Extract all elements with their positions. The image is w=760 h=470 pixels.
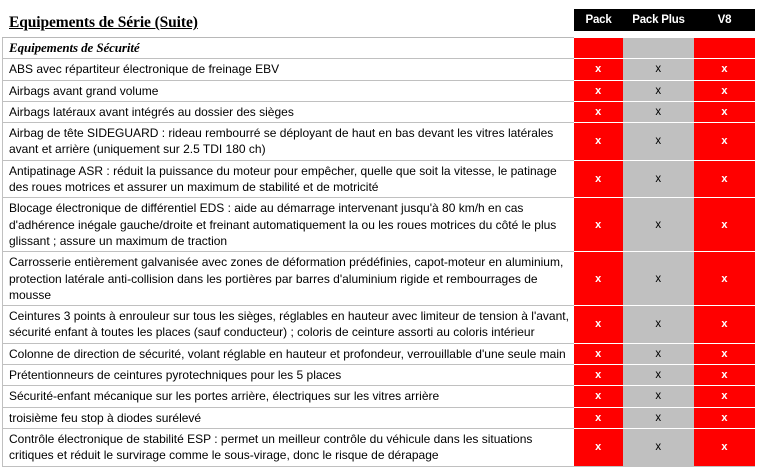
availability-mark: x [655, 441, 662, 454]
availability-cell-pack [574, 252, 623, 306]
availability-mark: x [595, 63, 602, 76]
page-title: Equipements de Série (Suite) [9, 14, 198, 31]
feature-description: Ceintures 3 points à enrouleur sur tous les sièges, réglables en hauteur avec limiteur de tension à l'avant, sécurité enfant à toutes les places (sauf conducteur) ; coloris de ceinture assorti au coloris intérieur [3, 306, 574, 344]
availability-mark: x [595, 84, 602, 97]
availability-mark: x [655, 135, 662, 148]
availability-mark: x [721, 441, 728, 454]
availability-cell-pack-plus [623, 252, 694, 306]
availability-mark: x [595, 441, 602, 454]
availability-mark: x [721, 272, 728, 285]
availability-mark: x [595, 173, 602, 186]
availability-cell-pack [574, 101, 623, 122]
availability-cell-pack-plus [623, 59, 694, 80]
availability-cell-v8 [694, 38, 755, 59]
feature-description: Airbag de tête SIDEGUARD : rideau rembourré se déployant de haut en bas devant les vitres latérales avant et arrière (uniquement sur 2.5 TDI 180 ch) [3, 123, 574, 161]
availability-mark: x [655, 272, 662, 285]
availability-mark: x [595, 390, 602, 403]
availability-mark: x [595, 369, 602, 382]
availability-mark: x [655, 173, 662, 186]
availability-cell-pack [574, 38, 623, 59]
availability-cell-v8 [694, 306, 755, 344]
availability-cell-v8 [694, 198, 755, 252]
availability-cell-pack [574, 343, 623, 364]
feature-description: Airbags latéraux avant intégrés au dossier des sièges [3, 101, 574, 122]
availability-cell-v8 [694, 80, 755, 101]
availability-cell-pack [574, 407, 623, 428]
availability-cell-v8 [694, 365, 755, 386]
availability-cell-pack-plus [623, 407, 694, 428]
availability-cell-pack [574, 59, 623, 80]
availability-cell-pack-plus [623, 306, 694, 344]
availability-cell-v8 [694, 252, 755, 306]
availability-mark: x [721, 218, 728, 231]
table-row [3, 428, 756, 466]
availability-mark: x [655, 63, 662, 76]
availability-cell-pack [574, 160, 623, 198]
availability-mark: x [595, 106, 602, 119]
availability-mark: x [595, 347, 602, 360]
table-row [3, 365, 756, 386]
availability-mark: x [595, 218, 602, 231]
equipment-table-body [3, 38, 756, 467]
availability-mark: x [721, 135, 728, 148]
table-row [3, 306, 756, 344]
column-header-v8: V8 [717, 14, 732, 26]
table-row [3, 386, 756, 407]
availability-cell-v8 [694, 123, 755, 161]
availability-mark: x [655, 84, 662, 97]
feature-description: Prétentionneurs de ceintures pyrotechniques pour les 5 places [3, 365, 574, 386]
feature-description: ABS avec répartiteur électronique de freinage EBV [3, 59, 574, 80]
availability-mark: x [655, 347, 662, 360]
availability-mark: x [655, 106, 662, 119]
availability-cell-v8 [694, 407, 755, 428]
table-row [3, 198, 756, 252]
availability-mark: x [595, 135, 602, 148]
availability-cell-pack-plus [623, 428, 694, 466]
availability-cell-v8 [694, 160, 755, 198]
availability-mark: x [721, 369, 728, 382]
section-title: Equipements de Sécurité [3, 38, 574, 59]
availability-mark: x [595, 318, 602, 331]
availability-cell-pack-plus [623, 343, 694, 364]
availability-cell-pack [574, 428, 623, 466]
availability-cell-pack-plus [623, 386, 694, 407]
availability-mark: x [595, 272, 602, 285]
table-row [3, 80, 756, 101]
feature-description: Carrosserie entièrement galvanisée avec zones de déformation prédéfinies, capot-moteur en aluminium, protection latérale anti-collision dans les portières par barres d'aluminium rigide et rembourrages de mousse [3, 252, 574, 306]
availability-mark: x [655, 411, 662, 424]
table-row [3, 160, 756, 198]
table-row [3, 343, 756, 364]
availability-cell-v8 [694, 101, 755, 122]
availability-mark: x [721, 173, 728, 186]
availability-mark: x [721, 411, 728, 424]
feature-description: troisième feu stop à diodes surélevé [3, 407, 574, 428]
availability-mark: x [655, 318, 662, 331]
availability-cell-pack-plus [623, 160, 694, 198]
availability-cell-v8 [694, 386, 755, 407]
section-header-row [3, 38, 756, 59]
availability-cell-pack-plus [623, 123, 694, 161]
feature-description: Colonne de direction de sécurité, volant réglable en hauteur et profondeur, verrouillable d'une seule main [3, 343, 574, 364]
availability-cell-pack [574, 306, 623, 344]
feature-description: Contrôle électronique de stabilité ESP : permet un meilleur contrôle du véhicule dans les situations critiques et réduit le survirage comme le sous-virage, donc le risque de dérapage [3, 428, 574, 466]
feature-description: Sécurité-enfant mécanique sur les portes arrière, électriques sur les vitres arrière [3, 386, 574, 407]
equipment-table [2, 37, 755, 467]
table-row [3, 101, 756, 122]
availability-mark: x [721, 390, 728, 403]
column-header-pack: Pack [585, 14, 612, 26]
table-row [3, 407, 756, 428]
availability-cell-v8 [694, 59, 755, 80]
availability-cell-v8 [694, 343, 755, 364]
availability-cell-pack-plus [623, 198, 694, 252]
availability-cell-pack [574, 365, 623, 386]
availability-cell-pack-plus [623, 365, 694, 386]
availability-cell-pack [574, 123, 623, 161]
availability-mark: x [655, 390, 662, 403]
feature-description: Airbags avant grand volume [3, 80, 574, 101]
feature-description: Blocage électronique de différentiel EDS : aide au démarrage intervenant jusqu'à 80 km/h en cas d'adhérence inégale gauche/droite et freinant automatiquement la ou les roues motrices du côté le plus glissant ; assure un maximum de traction [3, 198, 574, 252]
availability-cell-pack [574, 386, 623, 407]
column-header-bar [574, 9, 755, 31]
availability-mark: x [721, 63, 728, 76]
availability-cell-pack-plus [623, 38, 694, 59]
availability-cell-pack-plus [623, 101, 694, 122]
availability-mark: x [655, 218, 662, 231]
availability-mark: x [595, 411, 602, 424]
table-row [3, 59, 756, 80]
column-header-pack-plus: Pack Plus [632, 14, 685, 26]
availability-cell-pack [574, 198, 623, 252]
availability-mark: x [721, 106, 728, 119]
availability-mark: x [721, 84, 728, 97]
table-row [3, 252, 756, 306]
availability-mark: x [721, 318, 728, 331]
table-row [3, 123, 756, 161]
availability-mark: x [721, 347, 728, 360]
availability-cell-v8 [694, 428, 755, 466]
availability-mark: x [655, 369, 662, 382]
availability-cell-pack [574, 80, 623, 101]
availability-cell-pack-plus [623, 80, 694, 101]
feature-description: Antipatinage ASR : réduit la puissance du moteur pour empêcher, quelle que soit la vitesse, le patinage des roues motrices et assurer un maximum de stabilité et de motricité [3, 160, 574, 198]
